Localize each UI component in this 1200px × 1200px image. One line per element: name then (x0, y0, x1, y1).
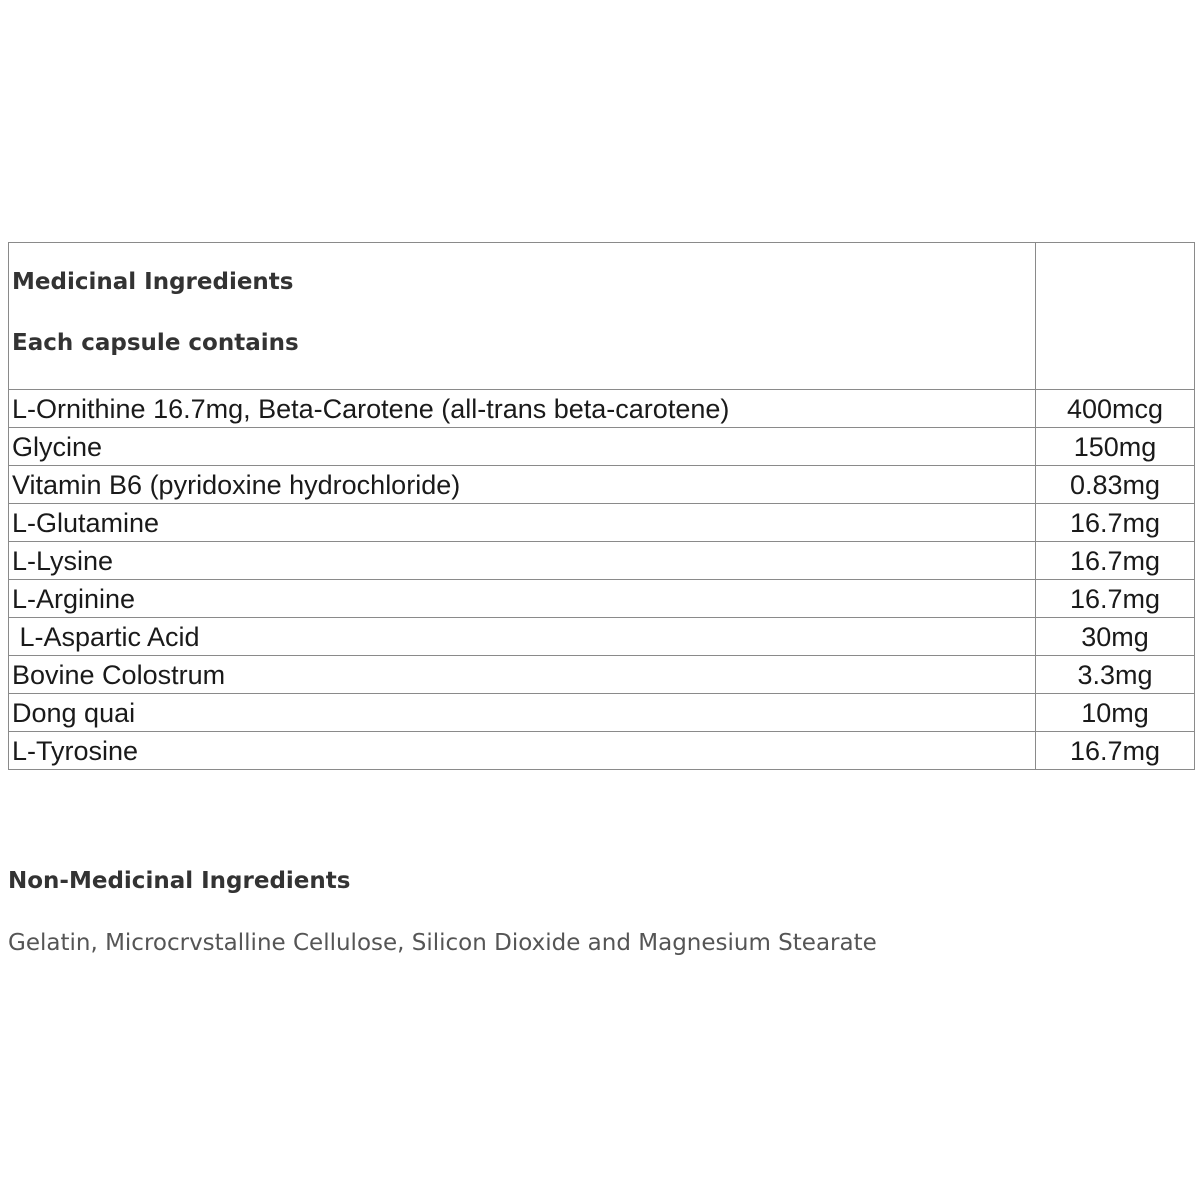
ingredient-name: L-Glutamine (9, 504, 1036, 542)
ingredient-amount: 16.7mg (1036, 504, 1195, 542)
ingredient-name: L-Aspartic Acid (9, 618, 1036, 656)
ingredient-amount: 16.7mg (1036, 732, 1195, 770)
ingredient-amount: 3.3mg (1036, 656, 1195, 694)
non-medicinal-heading: Non-Medicinal Ingredients (8, 868, 351, 894)
medicinal-ingredients-table (8, 242, 1195, 770)
ingredient-amount: 400mcg (1036, 390, 1195, 428)
medicinal-subheading: Each capsule contains (12, 329, 299, 356)
table-body (9, 243, 1195, 770)
table-row (9, 732, 1195, 770)
ingredient-amount: 30mg (1036, 618, 1195, 656)
ingredient-amount: 0.83mg (1036, 466, 1195, 504)
medicinal-heading: Medicinal Ingredients (12, 268, 294, 295)
table-row (9, 542, 1195, 580)
ingredient-name: L-Tyrosine (9, 732, 1036, 770)
ingredient-amount: 10mg (1036, 694, 1195, 732)
table-row (9, 428, 1195, 466)
table-row (9, 390, 1195, 428)
ingredient-amount: 16.7mg (1036, 542, 1195, 580)
ingredient-amount: 16.7mg (1036, 580, 1195, 618)
ingredient-name: L-Arginine (9, 580, 1036, 618)
ingredient-amount: 150mg (1036, 428, 1195, 466)
table-row (9, 580, 1195, 618)
table-row (9, 466, 1195, 504)
ingredient-name: Dong quai (9, 694, 1036, 732)
ingredient-name: Vitamin B6 (pyridoxine hydrochloride) (9, 466, 1036, 504)
table-row (9, 694, 1195, 732)
ingredient-name: Glycine (9, 428, 1036, 466)
header-empty-cell (1036, 243, 1195, 390)
table-row (9, 504, 1195, 542)
table-header-row (9, 243, 1195, 390)
table-row (9, 656, 1195, 694)
non-medicinal-text: Gelatin, Microcrvstalline Cellulose, Silicon Dioxide and Magnesium Stearate (8, 930, 877, 956)
table-row (9, 618, 1195, 656)
ingredient-name: Bovine Colostrum (9, 656, 1036, 694)
ingredient-name: L-Lysine (9, 542, 1036, 580)
ingredient-name: L-Ornithine 16.7mg, Beta-Carotene (all-trans beta-carotene) (9, 390, 1036, 428)
header-cell (9, 243, 1036, 390)
